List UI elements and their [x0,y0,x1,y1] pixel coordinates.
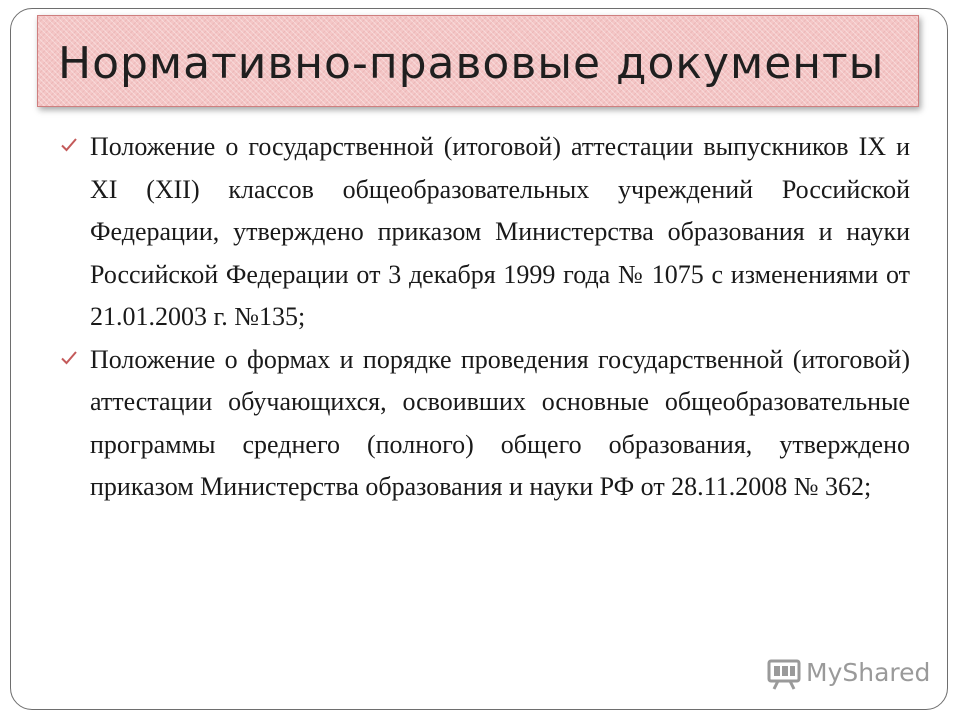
slide-title: Нормативно-правовые документы [58,38,885,89]
list-item [60,126,910,339]
watermark [766,655,931,691]
watermark-text: MyShared [806,658,931,687]
list-item-text: Положение о государственной (итоговой) аттестации выпускников IX и XI (XII) классов общеобразовательных учреждений Российской Федерации, утверждено приказом Министерства образования и науки Российской Федерации от 3 декабря 1999 года № 1075 с изменениями от 21.01.2003 г. №135; [90,132,910,331]
list-item [60,339,910,509]
list-item-text: Положение о формах и порядке проведения государственной (итоговой) аттестации обучающихся, освоивших основные общеобразовательные программы среднего (полного) общего образования, утверждено приказом Министерства образования и науки РФ от 28.11.2008 № 362; [90,344,910,501]
checkmark-icon [60,349,78,367]
bullet-list [60,126,910,509]
checkmark-icon [60,136,78,154]
presentation-board-icon [766,655,802,691]
